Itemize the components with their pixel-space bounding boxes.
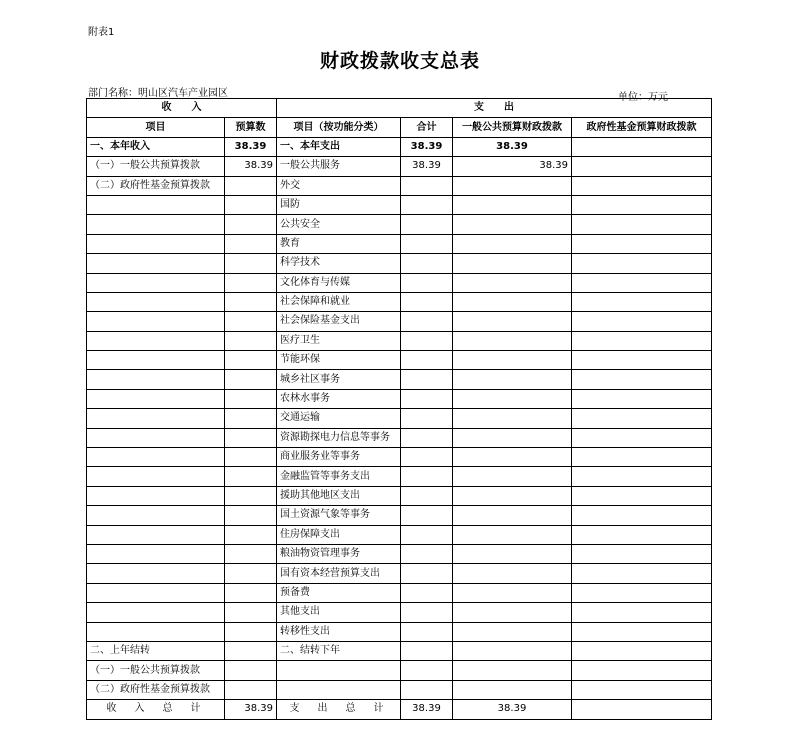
- gov-fund-cell: [572, 312, 712, 331]
- total-cell: [401, 641, 453, 660]
- table-row: [87, 331, 712, 350]
- col-header-item: 项目: [87, 118, 225, 137]
- expense-item-cell: 科学技术: [277, 254, 401, 273]
- general-budget-cell: [453, 370, 572, 389]
- gov-fund-cell: [572, 137, 712, 156]
- income-total-label: 收 入 总 计: [87, 700, 225, 719]
- income-item-cell: [87, 506, 225, 525]
- general-budget-cell: 38.39: [453, 157, 572, 176]
- table-row: [87, 157, 712, 176]
- total-cell: [401, 409, 453, 428]
- budget-cell: 38.39: [225, 137, 277, 156]
- col-header-func-item: 项目（按功能分类）: [277, 118, 401, 137]
- budget-cell: [225, 428, 277, 447]
- gov-fund-cell: [572, 254, 712, 273]
- expense-item-cell: 二、结转下年: [277, 641, 401, 660]
- expense-item-cell: 社会保障和就业: [277, 292, 401, 311]
- gov-fund-cell: [572, 428, 712, 447]
- gov-fund-cell: [572, 544, 712, 563]
- budget-cell: [225, 292, 277, 311]
- budget-cell: [225, 467, 277, 486]
- budget-cell: [225, 661, 277, 680]
- income-item-cell: [87, 564, 225, 583]
- table-row: [87, 641, 712, 660]
- total-cell: [401, 525, 453, 544]
- total-cell: [401, 564, 453, 583]
- gov-fund-cell: [572, 661, 712, 680]
- expense-group-header: 支 出: [277, 99, 712, 118]
- total-cell: [401, 292, 453, 311]
- general-budget-cell: [453, 622, 572, 641]
- table-row: [87, 544, 712, 563]
- general-budget-cell: [453, 312, 572, 331]
- income-item-cell: （二）政府性基金预算拨款: [87, 176, 225, 195]
- budget-table: [86, 98, 712, 720]
- gov-fund-cell: [572, 195, 712, 214]
- budget-cell: [225, 564, 277, 583]
- budget-cell: [225, 448, 277, 467]
- budget-cell: [225, 370, 277, 389]
- gov-fund-cell: [572, 622, 712, 641]
- gov-fund-cell: [572, 157, 712, 176]
- table-row: [87, 370, 712, 389]
- income-item-cell: [87, 370, 225, 389]
- general-budget-cell: [453, 506, 572, 525]
- expense-item-cell: 粮油物资管理事务: [277, 544, 401, 563]
- total-cell: [401, 195, 453, 214]
- group-header-row: [87, 99, 712, 118]
- income-item-cell: （一）一般公共预算拨款: [87, 157, 225, 176]
- expense-item-cell: 公共安全: [277, 215, 401, 234]
- income-item-cell: [87, 292, 225, 311]
- expense-item-cell: 一、本年支出: [277, 137, 401, 156]
- general-budget-cell: [453, 486, 572, 505]
- gov-fund-cell: [572, 409, 712, 428]
- table-row: [87, 137, 712, 156]
- income-item-cell: [87, 312, 225, 331]
- general-budget-cell: [453, 409, 572, 428]
- income-item-cell: [87, 525, 225, 544]
- gov-fund-cell: [572, 448, 712, 467]
- expense-total-value: 38.39: [401, 700, 453, 719]
- budget-cell: [225, 622, 277, 641]
- budget-cell: [225, 603, 277, 622]
- expense-item-cell: 住房保障支出: [277, 525, 401, 544]
- column-header-row: [87, 118, 712, 137]
- total-cell: 38.39: [401, 157, 453, 176]
- gov-fund-cell: [572, 215, 712, 234]
- table-row: [87, 661, 712, 680]
- table-row: [87, 273, 712, 292]
- expense-item-cell: 其他支出: [277, 603, 401, 622]
- general-budget-cell: [453, 661, 572, 680]
- table-row: [87, 409, 712, 428]
- general-budget-cell: [453, 641, 572, 660]
- total-cell: [401, 312, 453, 331]
- general-budget-cell: [453, 176, 572, 195]
- expense-item-cell: 外交: [277, 176, 401, 195]
- income-item-cell: 一、本年收入: [87, 137, 225, 156]
- general-budget-cell: [453, 564, 572, 583]
- total-cell: [401, 254, 453, 273]
- table-row: [87, 292, 712, 311]
- table-row: [87, 195, 712, 214]
- general-budget-cell: [453, 544, 572, 563]
- col-header-general: 一般公共预算财政拨款: [453, 118, 572, 137]
- expense-item-cell: 城乡社区事务: [277, 370, 401, 389]
- gov-fund-total-value: [572, 700, 712, 719]
- budget-cell: [225, 273, 277, 292]
- expense-item-cell: 国土资源气象等事务: [277, 506, 401, 525]
- gov-fund-cell: [572, 603, 712, 622]
- expense-item-cell: 文化体育与传媒: [277, 273, 401, 292]
- expense-item-cell: 援助其他地区支出: [277, 486, 401, 505]
- table-row: [87, 525, 712, 544]
- table-row: [87, 603, 712, 622]
- expense-item-cell: 商业服务业等事务: [277, 448, 401, 467]
- col-header-gov-fund: 政府性基金预算财政拨款: [572, 118, 712, 137]
- budget-cell: [225, 506, 277, 525]
- table-row: [87, 583, 712, 602]
- total-cell: [401, 389, 453, 408]
- income-total-value: 38.39: [225, 700, 277, 719]
- budget-cell: [225, 312, 277, 331]
- expense-item-cell: 教育: [277, 234, 401, 253]
- expense-item-cell: 国有资本经营预算支出: [277, 564, 401, 583]
- budget-cell: [225, 389, 277, 408]
- total-cell: [401, 234, 453, 253]
- total-cell: [401, 544, 453, 563]
- general-budget-cell: [453, 215, 572, 234]
- total-cell: [401, 622, 453, 641]
- general-budget-cell: 38.39: [453, 137, 572, 156]
- department-name: 部门名称：明山区汽车产业园区: [88, 88, 228, 99]
- gov-fund-cell: [572, 641, 712, 660]
- budget-cell: [225, 215, 277, 234]
- income-item-cell: [87, 622, 225, 641]
- expense-item-cell: [277, 661, 401, 680]
- total-cell: [401, 331, 453, 350]
- general-budget-cell: [453, 389, 572, 408]
- gov-fund-cell: [572, 486, 712, 505]
- general-budget-cell: [453, 234, 572, 253]
- total-cell: [401, 176, 453, 195]
- budget-cell: [225, 525, 277, 544]
- gov-fund-cell: [572, 467, 712, 486]
- budget-cell: [225, 680, 277, 699]
- expense-item-cell: 社会保险基金支出: [277, 312, 401, 331]
- expense-item-cell: 预备费: [277, 583, 401, 602]
- total-cell: [401, 448, 453, 467]
- general-budget-cell: [453, 195, 572, 214]
- expense-item-cell: 节能环保: [277, 351, 401, 370]
- table-row: [87, 351, 712, 370]
- table-row: [87, 467, 712, 486]
- income-item-cell: [87, 544, 225, 563]
- income-item-cell: [87, 215, 225, 234]
- gov-fund-cell: [572, 273, 712, 292]
- expense-item-cell: 医疗卫生: [277, 331, 401, 350]
- budget-cell: [225, 641, 277, 660]
- budget-cell: [225, 254, 277, 273]
- income-item-cell: [87, 234, 225, 253]
- budget-cell: [225, 583, 277, 602]
- total-cell: [401, 467, 453, 486]
- expense-item-cell: 金融监管等事务支出: [277, 467, 401, 486]
- gov-fund-cell: [572, 351, 712, 370]
- total-cell: [401, 351, 453, 370]
- general-budget-cell: [453, 680, 572, 699]
- income-group-header: 收 入: [87, 99, 277, 118]
- table-row: [87, 428, 712, 447]
- budget-cell: [225, 351, 277, 370]
- page-title: 财政拨款收支总表: [319, 50, 480, 72]
- gov-fund-cell: [572, 680, 712, 699]
- gov-fund-cell: [572, 370, 712, 389]
- income-item-cell: 二、上年结转: [87, 641, 225, 660]
- col-header-budget: 预算数: [225, 118, 277, 137]
- budget-cell: [225, 195, 277, 214]
- income-item-cell: [87, 409, 225, 428]
- income-item-cell: [87, 351, 225, 370]
- gov-fund-cell: [572, 525, 712, 544]
- general-budget-cell: [453, 254, 572, 273]
- budget-cell: [225, 331, 277, 350]
- income-item-cell: （一）一般公共预算拨款: [87, 661, 225, 680]
- total-cell: [401, 583, 453, 602]
- general-budget-cell: [453, 273, 572, 292]
- income-item-cell: [87, 195, 225, 214]
- general-budget-cell: [453, 331, 572, 350]
- budget-cell: [225, 544, 277, 563]
- attachment-label: 附表1: [88, 27, 115, 38]
- table-row: [87, 254, 712, 273]
- table-row: [87, 564, 712, 583]
- income-item-cell: [87, 448, 225, 467]
- budget-cell: [225, 409, 277, 428]
- income-item-cell: [87, 254, 225, 273]
- table-row: [87, 176, 712, 195]
- general-total-value: 38.39: [453, 700, 572, 719]
- total-cell: [401, 680, 453, 699]
- expense-item-cell: 农林水事务: [277, 389, 401, 408]
- total-cell: 38.39: [401, 137, 453, 156]
- income-item-cell: [87, 467, 225, 486]
- table-row: [87, 680, 712, 699]
- gov-fund-cell: [572, 389, 712, 408]
- budget-cell: [225, 176, 277, 195]
- total-row: [87, 700, 712, 719]
- expense-total-label: 支 出 总 计: [277, 700, 401, 719]
- total-cell: [401, 370, 453, 389]
- general-budget-cell: [453, 525, 572, 544]
- table-row: [87, 389, 712, 408]
- total-cell: [401, 273, 453, 292]
- general-budget-cell: [453, 583, 572, 602]
- table-row: [87, 312, 712, 331]
- general-budget-cell: [453, 292, 572, 311]
- income-item-cell: [87, 603, 225, 622]
- gov-fund-cell: [572, 506, 712, 525]
- income-item-cell: [87, 583, 225, 602]
- gov-fund-cell: [572, 583, 712, 602]
- table-row: [87, 506, 712, 525]
- expense-item-cell: 一般公共服务: [277, 157, 401, 176]
- table-row: [87, 486, 712, 505]
- table-row: [87, 622, 712, 641]
- general-budget-cell: [453, 351, 572, 370]
- unit-label: 单位：万元: [618, 92, 668, 103]
- general-budget-cell: [453, 428, 572, 447]
- total-cell: [401, 506, 453, 525]
- general-budget-cell: [453, 603, 572, 622]
- total-cell: [401, 215, 453, 234]
- table-row: [87, 448, 712, 467]
- total-cell: [401, 428, 453, 447]
- total-cell: [401, 603, 453, 622]
- income-item-cell: [87, 273, 225, 292]
- table-row: [87, 215, 712, 234]
- budget-cell: 38.39: [225, 157, 277, 176]
- total-cell: [401, 661, 453, 680]
- total-cell: [401, 486, 453, 505]
- budget-cell: [225, 486, 277, 505]
- col-header-total: 合计: [401, 118, 453, 137]
- income-item-cell: [87, 331, 225, 350]
- gov-fund-cell: [572, 564, 712, 583]
- gov-fund-cell: [572, 176, 712, 195]
- income-item-cell: [87, 486, 225, 505]
- income-item-cell: [87, 389, 225, 408]
- income-item-cell: [87, 428, 225, 447]
- expense-item-cell: 资源勘探电力信息等事务: [277, 428, 401, 447]
- expense-item-cell: 交通运输: [277, 409, 401, 428]
- expense-item-cell: 转移性支出: [277, 622, 401, 641]
- general-budget-cell: [453, 448, 572, 467]
- expense-item-cell: [277, 680, 401, 699]
- budget-cell: [225, 234, 277, 253]
- income-item-cell: （二）政府性基金预算拨款: [87, 680, 225, 699]
- expense-item-cell: 国防: [277, 195, 401, 214]
- gov-fund-cell: [572, 292, 712, 311]
- gov-fund-cell: [572, 331, 712, 350]
- general-budget-cell: [453, 467, 572, 486]
- gov-fund-cell: [572, 234, 712, 253]
- table-row: [87, 234, 712, 253]
